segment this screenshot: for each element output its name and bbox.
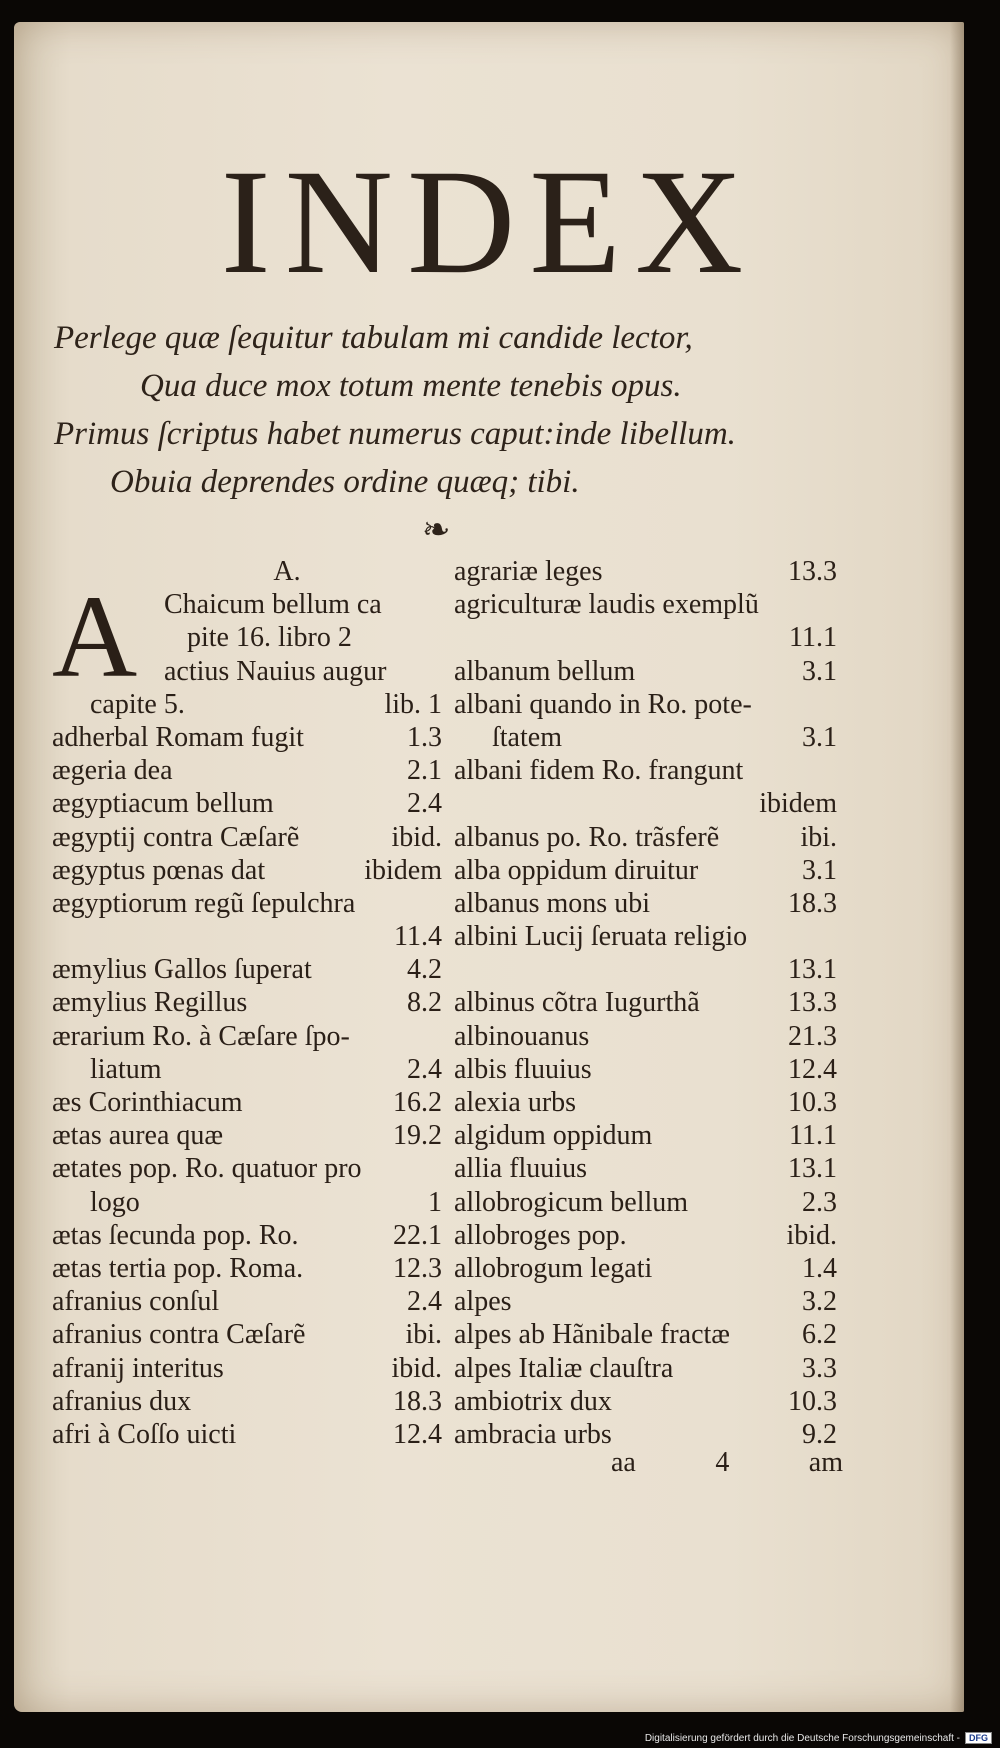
index-entry <box>52 1219 442 1252</box>
index-entry <box>52 1418 442 1451</box>
entry-term: ægyptij contra Cæſarẽ <box>52 821 300 853</box>
entry-reference: 9.2 <box>802 1418 837 1450</box>
index-entry <box>52 1318 442 1351</box>
entry-reference: ibid. <box>391 821 442 853</box>
index-entry <box>454 787 837 820</box>
entry-reference <box>829 588 837 621</box>
entry-reference: 19.2 <box>393 1120 442 1152</box>
drop-cap-block <box>52 571 442 703</box>
entry-reference <box>434 1020 442 1053</box>
index-entry <box>454 920 837 953</box>
poem-line: Primus ſcriptus habet numerus caput:inde libellum. <box>54 416 736 452</box>
entry-term: allia fluuius <box>454 1153 587 1185</box>
entry-term: algidum oppidum <box>454 1120 653 1152</box>
index-entry <box>454 1152 837 1185</box>
entry-reference: 8.2 <box>407 987 442 1019</box>
entry-term: afranius contra Cæſarẽ <box>52 1319 306 1351</box>
entry-reference: ibi. <box>405 1319 442 1351</box>
entry-term: albis fluuius <box>454 1053 592 1085</box>
entry-term: alpes <box>454 1286 512 1318</box>
entry-reference: 6.2 <box>802 1319 837 1351</box>
entry-term: æmylius Gallos ſuperat <box>52 954 312 986</box>
index-entry: Chaicum bellum ca <box>164 589 382 621</box>
book-page <box>14 22 964 1712</box>
index-entry <box>52 1086 442 1119</box>
entry-reference: 3.2 <box>802 1286 837 1318</box>
entry-reference <box>434 1152 442 1185</box>
signature-mark: aa <box>611 1447 636 1478</box>
entry-term: albinus cõtra Iugurthã <box>454 987 700 1019</box>
section-letter-heading: A. <box>273 556 301 587</box>
entry-term: ærarium Ro. à Cæſare ſpo- <box>52 1020 350 1052</box>
entry-reference: ibid. <box>391 1352 442 1384</box>
entry-reference <box>829 688 837 721</box>
index-entry: actius Nauius augur <box>164 655 387 687</box>
index-entry <box>454 1119 837 1152</box>
entry-reference: 2.4 <box>407 788 442 820</box>
index-entry <box>454 655 837 688</box>
entry-reference <box>829 754 837 787</box>
fleuron-ornament: ❧ <box>422 512 451 549</box>
entry-reference: 12.4 <box>788 1053 837 1085</box>
index-entry <box>454 986 837 1019</box>
index-column-right <box>454 555 837 1451</box>
index-entry <box>454 555 837 588</box>
entry-reference <box>829 920 837 953</box>
entry-term: alpes Italiæ clauſtra <box>454 1352 674 1384</box>
entry-term: ambracia urbs <box>454 1418 612 1450</box>
digitization-credit <box>645 1732 992 1744</box>
index-entry <box>52 1119 442 1152</box>
index-entry <box>454 588 837 621</box>
entry-reference: 13.3 <box>788 987 837 1019</box>
page-title: INDEX <box>220 139 758 305</box>
index-entry <box>454 1186 837 1219</box>
entry-reference: 10.3 <box>788 1087 837 1118</box>
dedicatory-poem <box>54 314 854 506</box>
index-entry <box>454 953 837 986</box>
entry-reference: 3.1 <box>802 721 837 753</box>
entry-reference: 2.4 <box>407 1286 442 1318</box>
entry-reference: lib. 1 <box>384 688 442 720</box>
entry-term: ægyptiacum bellum <box>52 788 274 820</box>
right-entries <box>454 555 837 1451</box>
index-entry <box>454 621 837 654</box>
poem-line: Perlege quæ ſequitur tabulam mi candide lector, <box>54 320 693 356</box>
index-entry <box>454 1385 837 1418</box>
left-entries <box>52 688 442 1451</box>
entry-term: liatum <box>90 1053 162 1085</box>
index-entry <box>52 887 442 920</box>
index-entry <box>52 953 442 986</box>
entry-term: afranij interitus <box>52 1352 224 1384</box>
index-entry <box>454 1252 837 1285</box>
entry-term: afranius conſul <box>52 1286 220 1318</box>
entry-term: alba oppidum diruitur <box>454 854 699 886</box>
entry-reference: 13.3 <box>788 556 837 587</box>
entry-term: agrariæ leges <box>454 556 603 587</box>
entry-reference: ibi. <box>800 821 837 853</box>
entry-reference: 13.1 <box>788 1153 837 1185</box>
entry-term: æs Corinthiacum <box>52 1087 243 1119</box>
entry-reference: 1 <box>428 1186 442 1218</box>
entry-reference: 16.2 <box>393 1087 442 1119</box>
index-entry <box>454 1352 837 1385</box>
index-entry <box>52 1152 442 1185</box>
index-entry <box>52 754 442 787</box>
entry-reference: 10.3 <box>788 1385 837 1417</box>
credit-text: Digitalisierung gefördert durch die Deutsche Forschungsgemeinschaft - <box>644 1732 960 1744</box>
index-entry <box>52 1020 442 1053</box>
entry-reference: 1.3 <box>407 721 442 753</box>
index-entry <box>52 821 442 854</box>
entry-reference: 3.1 <box>802 854 837 886</box>
index-entry <box>454 854 837 887</box>
signature-number: 4 <box>715 1447 730 1478</box>
entry-term: allobrogum legati <box>454 1252 653 1284</box>
entry-reference: 11.1 <box>789 1120 837 1152</box>
entry-reference: 18.3 <box>788 887 837 919</box>
entry-reference: 11.1 <box>789 622 837 654</box>
entry-reference: 2.1 <box>407 755 442 787</box>
entry-reference: 13.1 <box>788 954 837 986</box>
index-column-left <box>52 555 442 1451</box>
entry-term: adherbal Romam fugit <box>52 721 304 753</box>
entry-term: ætas tertia pop. Roma. <box>52 1252 304 1284</box>
entry-term: ægeria dea <box>52 755 173 787</box>
entry-reference: 3.3 <box>802 1352 837 1384</box>
entry-term: albinouanus <box>454 1020 590 1052</box>
entry-reference: 3.1 <box>802 655 837 687</box>
entry-term: alexia urbs <box>454 1087 577 1118</box>
entry-reference: 2.4 <box>407 1053 442 1085</box>
entry-term: afranius dux <box>52 1385 192 1417</box>
index-entry <box>52 1186 442 1219</box>
entry-term: ætates pop. Ro. quatuor pro <box>52 1153 362 1185</box>
drop-cap: A <box>52 571 138 703</box>
index-entry <box>454 1086 837 1119</box>
index-entry <box>52 1385 442 1418</box>
entry-term: agriculturæ laudis exemplũ <box>454 589 759 621</box>
entry-term: allobroges pop. <box>454 1219 627 1251</box>
entry-reference: 4.2 <box>407 954 442 986</box>
entry-reference: ibid. <box>786 1219 837 1251</box>
index-entry <box>52 986 442 1019</box>
poem-line: Obuia deprendes ordine quæq; tibi. <box>110 464 580 500</box>
index-entry <box>454 887 837 920</box>
index-entry <box>454 1219 837 1252</box>
entry-reference: 18.3 <box>393 1385 442 1417</box>
catchword: am <box>808 1447 843 1478</box>
index-entry <box>52 920 442 953</box>
entry-term: albanus mons ubi <box>454 887 650 919</box>
entry-reference: ibidem <box>759 788 837 820</box>
entry-term: ætas aurea quæ <box>52 1120 224 1152</box>
poem-line: Qua duce mox totum mente tenebis opus. <box>140 368 682 404</box>
index-entry <box>52 1352 442 1385</box>
entry-term: albani quando in Ro. pote- <box>454 688 752 720</box>
entry-reference: ibidem <box>364 854 442 886</box>
entry-term: æmylius Regillus <box>52 987 248 1019</box>
entry-reference <box>434 887 442 920</box>
entry-term: albanum bellum <box>454 655 636 687</box>
entry-term: ægyptiorum regũ ſepulchra <box>52 887 356 919</box>
entry-term: allobrogicum bellum <box>454 1186 689 1218</box>
index-entry <box>454 754 837 787</box>
entry-reference: 12.3 <box>393 1252 442 1284</box>
index-entry <box>52 1053 442 1086</box>
index-entry <box>454 821 837 854</box>
entry-term: capite 5. <box>90 688 185 720</box>
entry-term: albani fidem Ro. frangunt <box>454 755 744 787</box>
entry-reference: 12.4 <box>393 1418 442 1450</box>
entry-reference: 21.3 <box>788 1020 837 1052</box>
index-entry <box>454 1053 837 1086</box>
index-entry <box>454 1020 837 1053</box>
entry-reference: 11.4 <box>394 921 442 953</box>
entry-term: ambiotrix dux <box>454 1385 612 1417</box>
index-entry <box>454 688 837 721</box>
index-entry <box>454 1318 837 1351</box>
index-entry: pite 16. libro 2 <box>187 622 352 654</box>
entry-term: ætas ſecunda pop. Ro. <box>52 1219 299 1251</box>
entry-term: albini Lucij ſeruata religio <box>454 921 748 953</box>
entry-term: logo <box>90 1186 140 1218</box>
index-entry <box>52 1285 442 1318</box>
catchline <box>611 1447 843 1479</box>
index-entry <box>454 721 837 754</box>
dfg-logo: DFG <box>965 1732 992 1744</box>
entry-term: ægyptus pœnas dat <box>52 854 266 886</box>
index-entry <box>52 854 442 887</box>
entry-term: alpes ab Hãnibale fractæ <box>454 1319 730 1351</box>
entry-reference: 22.1 <box>393 1219 442 1251</box>
entry-term: afri à Coſſo uicti <box>52 1418 237 1450</box>
index-entry <box>52 721 442 754</box>
entry-term: albanus po. Ro. trãsferẽ <box>454 821 720 853</box>
index-entry <box>52 1252 442 1285</box>
entry-reference: 1.4 <box>802 1252 837 1284</box>
index-entry <box>454 1285 837 1318</box>
entry-reference: 2.3 <box>802 1186 837 1218</box>
entry-term: ſtatem <box>492 721 562 753</box>
index-entry <box>52 787 442 820</box>
